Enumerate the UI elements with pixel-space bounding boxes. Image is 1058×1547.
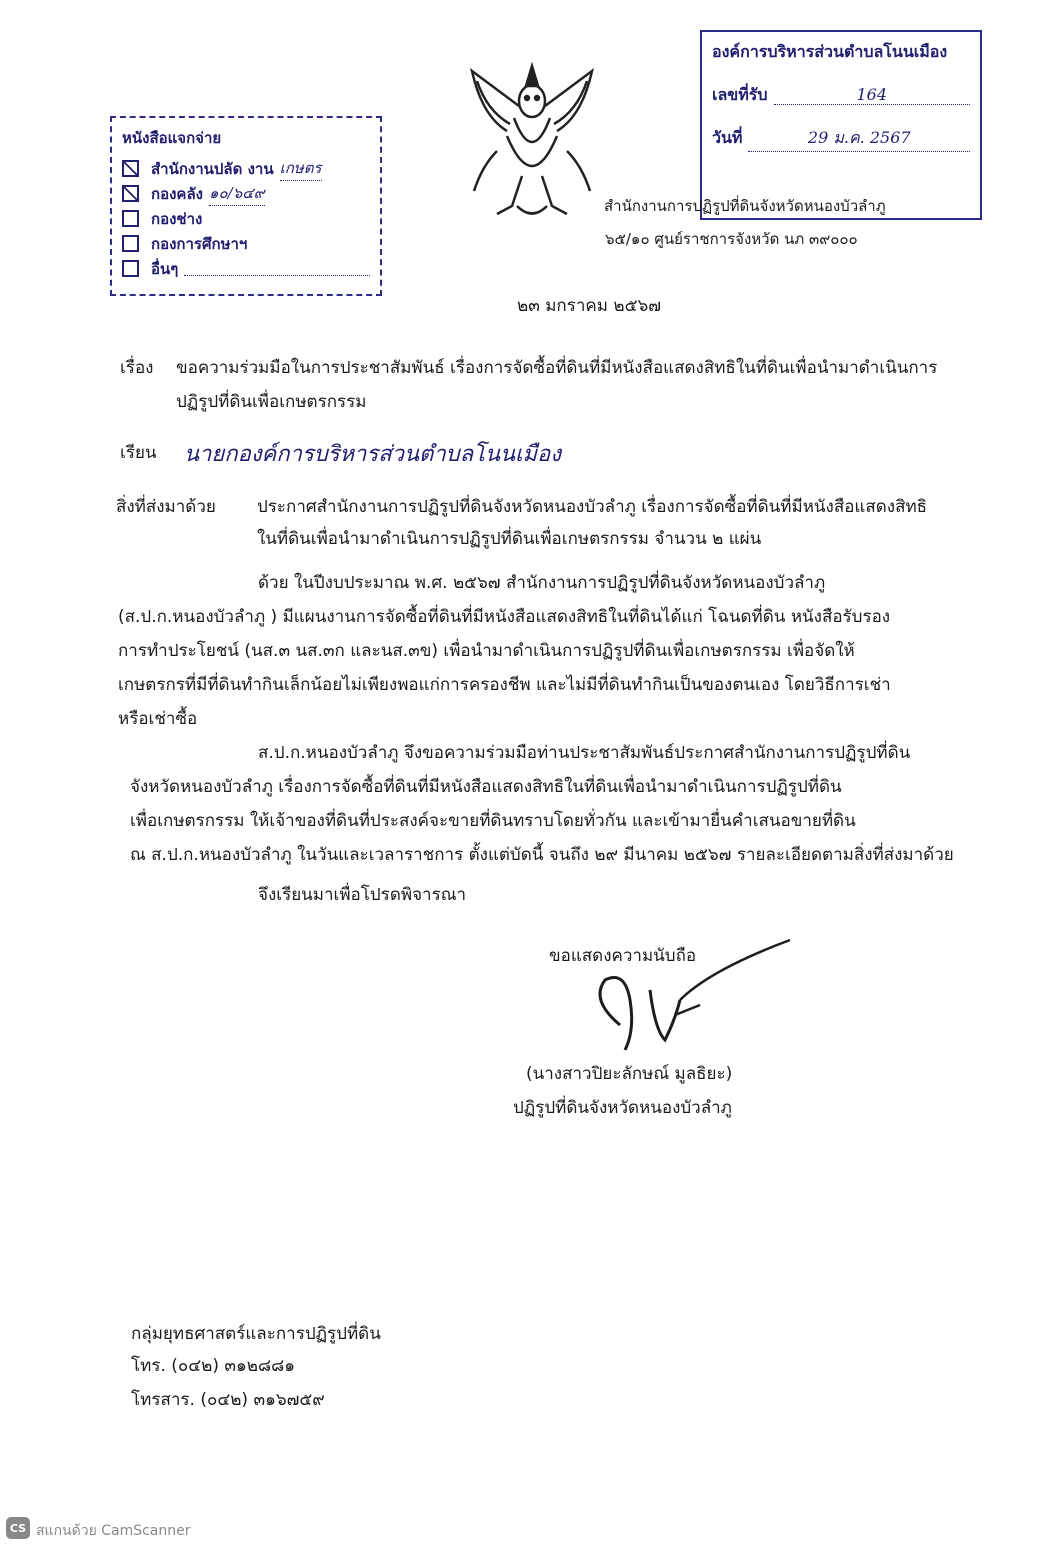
received-number-value: 164	[774, 85, 970, 105]
garuda-emblem-icon	[452, 56, 612, 226]
body-line: จังหวัดหนองบัวลำภู เรื่องการจัดซื้อที่ดินที่มีหนังสือแสดงสิทธิในที่ดินเพื่อนำมาดำเนินการปฏิรูปที่ดิน	[130, 777, 842, 797]
footer-department: กลุ่มยุทธศาสตร์และการปฏิรูปที่ดิน	[131, 1324, 381, 1344]
enclosure-line-2: ในที่ดินเพื่อนำมาดำเนินการปฏิรูปที่ดินเพื่อเกษตรกรรม จำนวน ๒ แผ่น	[257, 529, 762, 549]
distribution-item	[122, 156, 370, 181]
letter-date: ๒๓ มกราคม ๒๕๖๗	[517, 296, 662, 316]
signatory-name: (นางสาวปิยะลักษณ์ มูลธิยะ)	[526, 1064, 733, 1084]
body-line: ส.ป.ก.หนองบัวลำภู จึงขอความร่วมมือท่านประชาสัมพันธ์ประกาศสำนักงานการปฏิรูปที่ดิน	[258, 743, 911, 763]
received-date-label: วันที่	[712, 128, 743, 147]
body-line: การทำประโยชน์ (นส.๓ นส.๓ก และนส.๓ข) เพื่อนำมาดำเนินการปฏิรูปที่ดินเพื่อเกษตรกรรม เพื่อจัดให้	[118, 641, 855, 661]
body-line: ณ ส.ป.ก.หนองบัวลำภู ในวันและเวลาราชการ ตั้งแต่บัดนี้ จนถึง ๒๙ มีนาคม ๒๕๖๗ รายละเอียดตามสิ่งที่ส่งมาด้วย	[130, 845, 954, 865]
received-date-value: 29 ม.ค. 2567	[748, 126, 970, 152]
distribution-item-label: กองการศึกษาฯ	[151, 234, 248, 253]
camscanner-logo-icon: CS	[6, 1517, 30, 1539]
distribution-item	[122, 231, 370, 256]
distribution-stamp	[110, 116, 382, 296]
subject-label: เรื่อง	[120, 358, 154, 378]
subject-line-1: ขอความร่วมมือในการประชาสัมพันธ์ เรื่องการจัดซื้อที่ดินที่มีหนังสือแสดงสิทธิในที่ดินเพื่อนำมาดำเนินการ	[176, 358, 938, 378]
body-line: ด้วย ในปีงบประมาณ พ.ศ. ๒๕๖๗ สำนักงานการปฏิรูปที่ดินจังหวัดหนองบัวลำภู	[258, 573, 826, 593]
checkbox-checked-icon	[122, 185, 139, 202]
to-label: เรียน	[120, 443, 157, 463]
received-date-row	[712, 126, 970, 152]
closing-text: จึงเรียนมาเพื่อโปรดพิจารณา	[258, 885, 467, 905]
sender-office: สำนักงานการปฏิรูปที่ดินจังหวัดหนองบัวลำภู	[604, 197, 886, 215]
signatory-position: ปฏิรูปที่ดินจังหวัดหนองบัวลำภู	[513, 1098, 732, 1118]
distribution-item	[122, 206, 370, 231]
enclosure-label: สิ่งที่ส่งมาด้วย	[116, 497, 216, 517]
distribution-item-label: อื่นๆ	[151, 259, 179, 278]
camscanner-watermark-text: สแกนด้วย CamScanner	[36, 1523, 191, 1539]
distribution-item-label: สำนักงานปลัด งาน	[151, 159, 274, 178]
received-number-row	[712, 83, 970, 108]
distribution-item	[122, 181, 370, 206]
checkbox-icon	[122, 260, 139, 277]
distribution-item-handwritten: เกษตร	[280, 156, 322, 181]
body-line: เพื่อเกษตรกรรม ให้เจ้าของที่ดินที่ประสงค์จะขายที่ดินทราบโดยทั่วกัน และเข้ามายื่นคำเสนอขายที่ดิน	[130, 811, 856, 831]
body-line: เกษตรกรที่มีที่ดินทำกินเล็กน้อยไม่เพียงพอแก่การครองชีพ และไม่มีที่ดินทำกินเป็นของตนเอง โดยวิธีการเช่า	[118, 675, 891, 695]
dotted-fill-line	[184, 261, 370, 276]
to-recipient-handwritten: นายกองค์การบริหารส่วนตำบลโนนเมือง	[184, 442, 561, 467]
checkbox-icon	[122, 235, 139, 252]
distribution-item-label: กองช่าง	[151, 209, 203, 228]
body-paragraph-1	[118, 566, 958, 736]
salutation: ขอแสดงความนับถือ	[549, 946, 697, 966]
body-paragraph-2	[130, 736, 970, 872]
received-number-label: เลขที่รับ	[712, 85, 768, 104]
footer-fax: โทรสาร. (๐๔๒) ๓๑๖๗๕๙	[131, 1390, 325, 1410]
distribution-item-label: กองคลัง	[151, 184, 203, 203]
enclosure-line-1: ประกาศสำนักงานการปฏิรูปที่ดินจังหวัดหนองบัวลำภู เรื่องการจัดซื้อที่ดินที่มีหนังสือแสดงสิทธิ	[257, 497, 928, 517]
signature-mark	[580, 930, 800, 1060]
checkbox-checked-icon	[122, 160, 139, 177]
checkbox-icon	[122, 210, 139, 227]
distribution-stamp-title: หนังสือแจกจ่าย	[122, 129, 222, 147]
distribution-item	[122, 256, 370, 281]
receiving-stamp-organization: องค์การบริหารส่วนตำบลโนนเมือง	[712, 42, 948, 61]
distribution-item-handwritten: ๑๐/๖๔๙	[209, 181, 265, 206]
subject-line-2: ปฏิรูปที่ดินเพื่อเกษตรกรรม	[176, 392, 367, 412]
receiving-stamp	[700, 30, 982, 220]
sender-address: ๖๕/๑๐ ศูนย์ราชการจังหวัด นภ ๓๙๐๐๐	[605, 230, 858, 248]
body-line: หรือเช่าซื้อ	[118, 709, 198, 729]
footer-tel: โทร. (๐๔๒) ๓๑๒๘๘๑	[131, 1356, 296, 1376]
body-line: (ส.ป.ก.หนองบัวลำภู ) มีแผนงานการจัดซื้อที่ดินที่มีหนังสือแสดงสิทธิในที่ดินได้แก่ โฉนดที่ดิน หนังสือรับรอง	[118, 607, 891, 627]
